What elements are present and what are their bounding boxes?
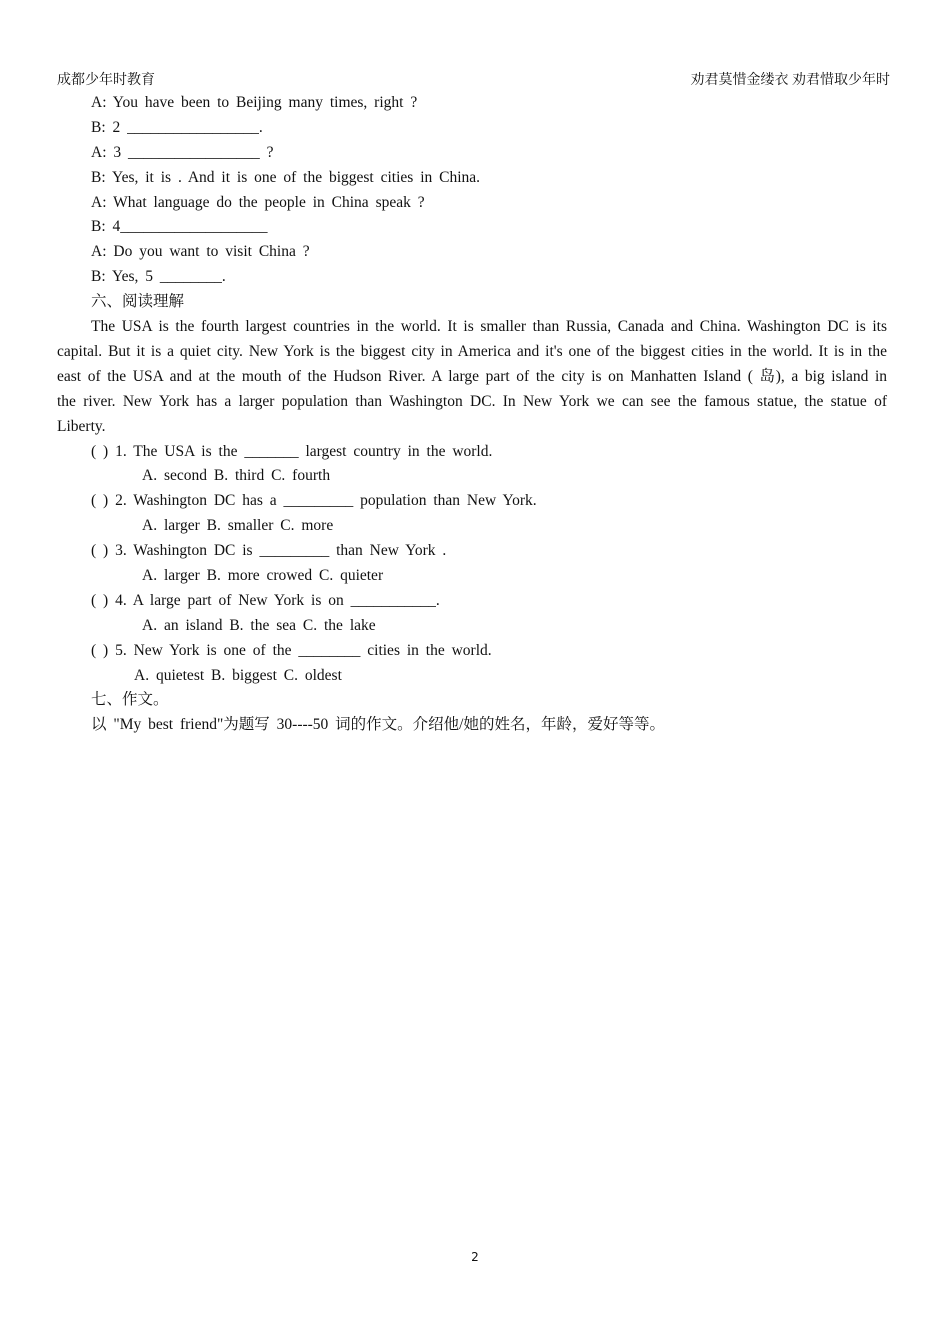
- dialogue-line: B: 2 _________________.: [91, 118, 263, 136]
- dialogue-line: A: You have been to Beijing many times, right ?: [91, 94, 418, 111]
- writing-prompt: 以 "My best friend"为题写 30----50 词的作文。介绍他/她的姓名，年龄，爱好等等。: [91, 716, 665, 734]
- section-heading-reading: 六、阅读理解: [91, 293, 185, 311]
- dialogue-line: A: What language do the people in China speak ?: [91, 193, 425, 211]
- dialogue-line: B: Yes, 5 ________.: [91, 268, 226, 286]
- question-options: A. larger B. more crowed C. quieter: [142, 567, 384, 584]
- page-number: 2: [471, 1250, 479, 1264]
- question-options: A. an island B. the sea C. the lake: [142, 616, 376, 634]
- question-options: A. second B. third C. fourth: [142, 467, 331, 485]
- question-stem: ( ) 3. Washington DC is _________ than New York .: [91, 542, 447, 560]
- header-left: 成都少年时教育: [57, 73, 155, 88]
- reading-passage: The USA is the fourth largest countries in the world. It is smaller than Russia, Canada and China. Washington DC is its capital. But it is a quiet city. New York is the biggest city in America and it's one of the biggest cities in the world. It is in the east of the USA and at the mouth of the Hudson River. A large part of the city is on Manhatten Island ( 岛), a big island in the river. New York has a larger population than Washington DC. In New York we can see the famous statue, the statue of Liberty.: [57, 318, 887, 435]
- section-heading-writing: 七、作文。: [91, 691, 169, 709]
- question-stem: ( ) 4. A large part of New York is on ___________.: [91, 591, 440, 609]
- question-stem: ( ) 2. Washington DC has a _________ population than New York.: [91, 492, 537, 510]
- dialogue-line: A: Do you want to visit China ?: [91, 243, 310, 261]
- document-body: [57, 91, 887, 738]
- question-options: A. quietest B. biggest C. oldest: [134, 666, 342, 684]
- header-right: 劝君莫惜金缕衣 劝君惜取少年时: [690, 73, 890, 88]
- dialogue-line: A: 3 _________________ ?: [91, 143, 274, 161]
- question-stem: ( ) 5. New York is one of the ________ cities in the world.: [91, 641, 492, 659]
- dialogue-line: B: Yes, it is . And it is one of the biggest cities in China.: [91, 168, 481, 186]
- question-stem: ( ) 1. The USA is the _______ largest country in the world.: [91, 442, 493, 460]
- dialogue-line: B: 4___________________: [91, 218, 268, 236]
- question-options: A. larger B. smaller C. more: [142, 517, 334, 535]
